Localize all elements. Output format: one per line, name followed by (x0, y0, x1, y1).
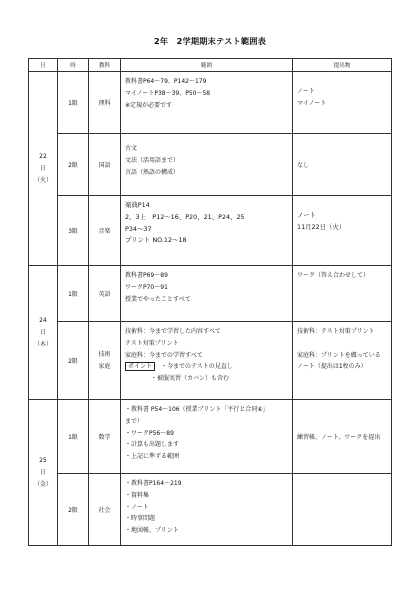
submit-cell (293, 266, 392, 322)
day-weekday: （金） (33, 480, 52, 488)
subject-cell: 英語 (89, 266, 121, 322)
subject-cell: 音楽 (89, 196, 121, 266)
header-row (29, 59, 392, 72)
table-row (29, 400, 392, 474)
period-cell: 1限 (58, 400, 89, 474)
range-line: 古文 (125, 145, 138, 152)
submit-line: ワーク（答え合わせして） (297, 272, 370, 279)
header-submit: 提出物 (293, 59, 392, 72)
day-weekday: （火） (33, 176, 52, 184)
period-cell: 2限 (58, 322, 89, 400)
submit-line: 家庭科：プリントを綴っている (297, 351, 381, 359)
range-line: ワークP70～91 (125, 283, 168, 291)
period-cell: 1限 (58, 266, 89, 322)
day-unit: 日 (39, 164, 46, 172)
day-date: 22 (39, 152, 47, 160)
day-cell (29, 400, 58, 546)
range-line: 教科書P69～89 (125, 272, 168, 279)
range-line: 文法（活用語まで） (125, 156, 180, 164)
submit-cell (293, 196, 392, 266)
subject-line: 家庭 (98, 362, 111, 370)
submit-cell (293, 322, 392, 400)
header-period: 時 (58, 59, 89, 72)
header-range: 範囲 (121, 59, 293, 72)
submit-line (297, 338, 391, 350)
range-cell (121, 134, 293, 196)
period-cell: 3限 (58, 196, 89, 266)
range-point-line (125, 361, 292, 373)
period-cell: 1限 (58, 72, 89, 134)
range-line: ・教科書 P54～106（授業プリント「平行と合同⑥」 (125, 406, 269, 413)
day-date: 24 (39, 316, 47, 324)
header-subject: 教科 (89, 59, 121, 72)
range-line: 授業でやったことすべて (125, 295, 191, 303)
test-range-table (28, 58, 392, 546)
range-line: ・時事問題 (125, 515, 156, 523)
submit-cell (293, 474, 392, 546)
point-text: ・今までのテストの見直し (161, 363, 233, 371)
range-cell (121, 72, 293, 134)
range-line: 家庭科：今までの学習すべて (125, 351, 203, 359)
subject-cell: 数学 (89, 400, 121, 474)
range-cell (121, 322, 293, 400)
submit-cell: 練習帳、ノート、ワークを提出 (293, 400, 392, 474)
range-line: 教科書P64～79、P142～179 (125, 78, 207, 85)
range-cell (121, 400, 293, 474)
range-line: ・ワークP56～89 (125, 429, 174, 437)
range-line: マイノートP38～39、P50～58 (125, 89, 211, 97)
submit-cell: なし (293, 134, 392, 196)
range-line: ・地図帳、プリント (125, 527, 179, 535)
submit-line: ノート (297, 211, 316, 219)
day-date: 25 (39, 456, 47, 464)
range-line: 言語（熟語の構成） (125, 168, 180, 176)
range-line: P34～37 (125, 224, 152, 233)
range-line: まで） (125, 417, 144, 425)
subject-cell: 国語 (89, 134, 121, 196)
day-cell (29, 72, 58, 266)
table-row (29, 134, 392, 196)
day-unit: 日 (39, 468, 46, 476)
subject-cell: 理科 (89, 72, 121, 134)
range-cell (121, 474, 293, 546)
period-cell: 2限 (58, 474, 89, 546)
range-line: ・上記に準ずる範囲 (125, 453, 180, 461)
submit-cell (293, 72, 392, 134)
submit-line: 技術科：テスト対策プリント (297, 328, 375, 335)
submit-line: ノート (297, 88, 315, 95)
header-day: 日 (29, 59, 58, 72)
point-box: ポイント (125, 362, 155, 371)
range-cell (121, 266, 293, 322)
range-line: ※定規が必要です (125, 101, 173, 109)
submit-line: 11月22日（火） (297, 222, 346, 231)
table-row (29, 72, 392, 134)
submit-line: マイノート (297, 99, 327, 107)
range-line: プリント NO.12～18 (125, 236, 187, 245)
page-title: 2年 2学期期末テスト範囲表 (153, 36, 267, 46)
range-line: ・計算も出題します (125, 441, 180, 449)
table-row (29, 474, 392, 546)
table-row (29, 322, 392, 400)
range-line: テスト対策プリント (125, 339, 179, 347)
range-line: ・教科書P164～219 (125, 480, 182, 487)
submit-line: ノート（提出は1枚のみ） (297, 363, 367, 371)
range-cell (121, 196, 293, 266)
day-unit: 日 (39, 328, 46, 336)
table-row (29, 196, 392, 266)
day-weekday: （木） (33, 340, 52, 348)
range-line: 楽典P14 (125, 201, 150, 209)
range-line: ・資料集 (125, 491, 150, 499)
subject-line: 技術 (98, 350, 111, 358)
table-row (29, 266, 392, 322)
range-line: 2、3上 P12～16、P20、21、P24、25 (125, 212, 245, 221)
range-line: ・ノート (125, 503, 149, 511)
day-cell (29, 266, 58, 400)
range-line: 技術科：今まで学習した内容すべて (125, 328, 221, 335)
subject-cell: 社会 (89, 474, 121, 546)
subject-cell (89, 322, 121, 400)
period-cell: 2限 (58, 134, 89, 196)
range-line: ・被服実習（カバン）も含む (151, 375, 230, 383)
